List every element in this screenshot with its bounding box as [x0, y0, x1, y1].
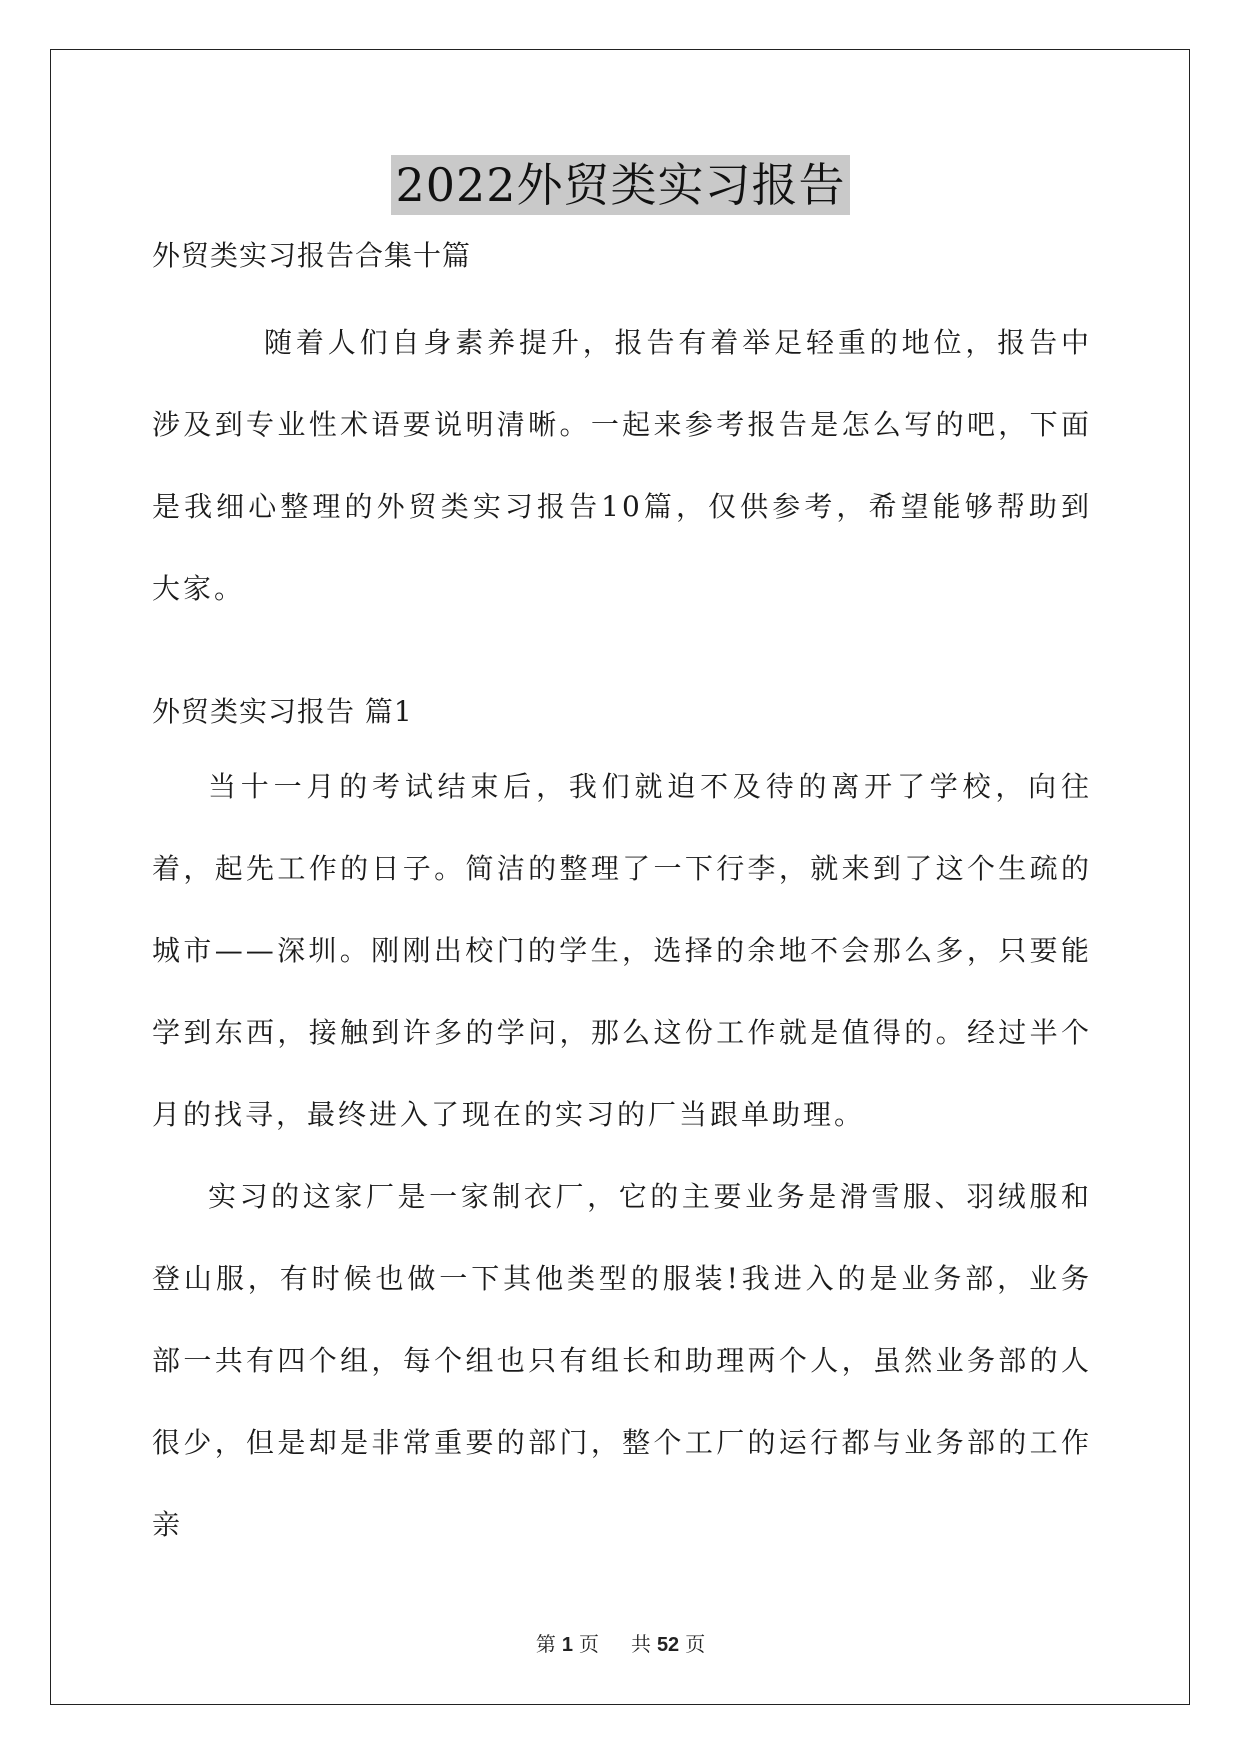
- document-body: [152, 232, 1092, 1566]
- total-suffix: 页: [685, 1634, 706, 1656]
- page-footer: [0, 1628, 1241, 1657]
- document-subtitle: 外贸类实习报告合集十篇: [152, 239, 472, 272]
- page-suffix: 页: [578, 1634, 599, 1656]
- page-prefix: 第: [535, 1634, 556, 1656]
- page-current: 1: [561, 1634, 573, 1656]
- page-total: 52: [656, 1634, 680, 1656]
- page-total-indicator: [628, 1634, 708, 1656]
- body-paragraph-2: 实习的这家厂是一家制衣厂，它的主要业务是滑雪服、羽绒服和登山服，有时候也做一下其他类型的服装!我进入的是业务部，业务部一共有四个组，每个组也只有组长和助理两个人，虽然业务部的人很少，但是却是非常重要的部门，整个工厂的运行都与业务部的工作亲: [152, 1180, 1092, 1541]
- page-indicator: [533, 1634, 602, 1656]
- intro-paragraph: 随着人们自身素养提升，报告有着举足轻重的地位，报告中涉及到专业性术语要说明清晰。一起来参考报告是怎么写的吧，下面是我细心整理的外贸类实习报告10篇，仅供参考，希望能够帮助到大家。: [152, 326, 1092, 605]
- title-container: [0, 155, 1241, 215]
- document-title: 2022外贸类实习报告: [391, 155, 849, 215]
- body-paragraph-1: 当十一月的考试结束后，我们就迫不及待的离开了学校，向往着，起先工作的日子。简洁的整理了一下行李，就来到了这个生疏的城市——深圳。刚刚出校门的学生，选择的余地不会那么多，只要能学到东西，接触到许多的学问，那么这份工作就是值得的。经过半个月的找寻，最终进入了现在的实习的厂当跟单助理。: [152, 770, 1092, 1131]
- total-prefix: 共: [630, 1634, 651, 1656]
- section-heading: 外贸类实习报告 篇1: [152, 695, 413, 728]
